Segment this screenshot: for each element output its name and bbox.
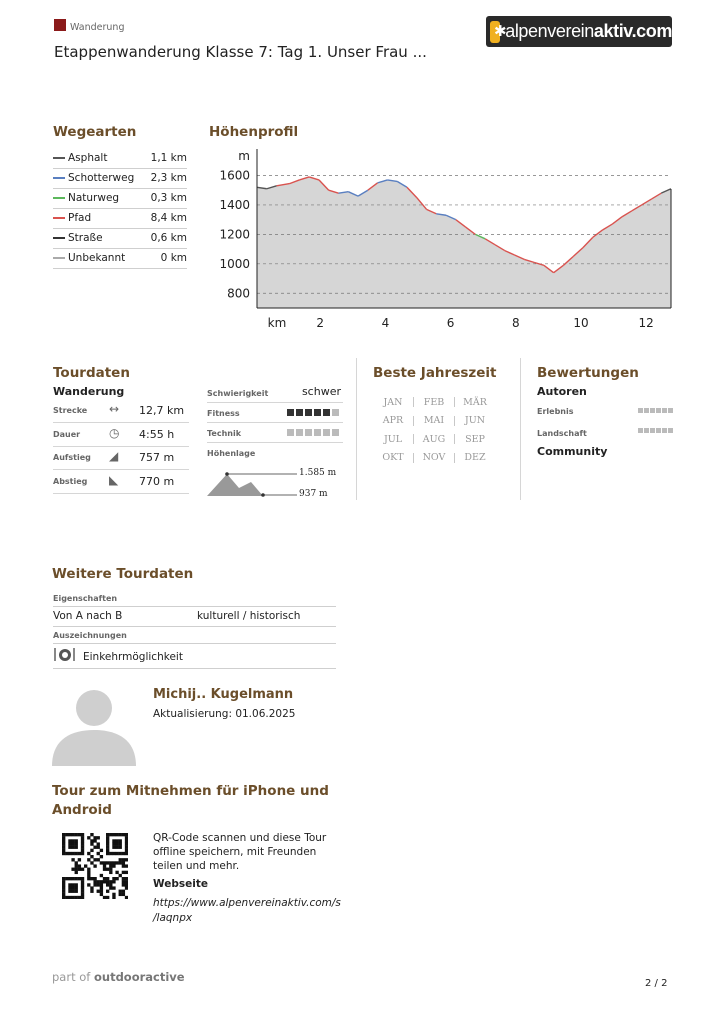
category-label: Wanderung (70, 22, 125, 33)
month-item: SEP (465, 433, 485, 445)
tour-type: Wanderung (53, 385, 125, 398)
difficulty-label: Schwierigkeit (207, 389, 269, 398)
wegeart-row (53, 169, 187, 189)
wegeart-name: Schotterweg (68, 172, 135, 184)
x-tick-label: 10 (573, 316, 589, 330)
eigenschaften-label: Eigenschaften (53, 594, 118, 603)
color-swatch (53, 237, 65, 239)
rating-dot (296, 429, 303, 436)
divider (53, 668, 336, 669)
y-tick-label: 1000 (219, 256, 250, 271)
tourdaten-value: 4:55 h (139, 427, 175, 441)
community-label: Community (537, 445, 608, 458)
month-row (373, 449, 513, 468)
edelweiss-icon (490, 21, 500, 43)
rating-dot (332, 429, 339, 436)
tourdaten-icon: ◷ (109, 425, 120, 440)
y-tick-label: 1200 (219, 227, 250, 242)
tourdaten-value: 757 m (139, 451, 175, 464)
page-title: Etappenwanderung Klasse 7: Tag 1. Unser Frau ... (54, 43, 427, 61)
elevation-area (257, 177, 671, 308)
rating-dot (287, 409, 294, 416)
tourdaten-icon: ◣ (109, 472, 119, 487)
autoren-label: Autoren (537, 385, 587, 398)
tourdaten-title: Tourdaten (53, 365, 130, 381)
wegeart-value: 1,1 km (150, 152, 187, 164)
wegeart-row (53, 249, 187, 269)
tourdaten-value: 12,7 km (139, 404, 185, 417)
erlebnis-label: Erlebnis (537, 407, 574, 416)
month-item: MAI (423, 415, 445, 427)
website-url[interactable]: https://www.alpenvereinaktiv.com/s (153, 897, 341, 909)
x-tick-label: 2 (316, 316, 325, 330)
tourdaten-row (53, 447, 189, 470)
tourdaten-row (53, 471, 189, 494)
mobile-title: Tour zum Mitnehmen für iPhone und (52, 783, 329, 799)
month-item: FEB (423, 396, 445, 408)
month-item: MÄR (463, 396, 487, 408)
wegearten-title: Wegearten (53, 124, 137, 140)
rating-dot (287, 429, 294, 436)
wegeart-name: Straße (68, 232, 103, 244)
tourdaten-row (53, 424, 189, 447)
wegeart-value: 2,3 km (150, 172, 187, 184)
wegeart-value: 8,4 km (150, 212, 187, 224)
rating-dot (314, 409, 321, 416)
mobile-text (153, 831, 326, 873)
wegeart-value: 0 km (160, 252, 187, 264)
wegeart-name: Naturweg (68, 192, 120, 204)
color-swatch (53, 197, 65, 199)
color-swatch (53, 157, 65, 159)
wegeart-value: 0,3 km (150, 192, 187, 204)
eigenschaft-item: Von A nach B (53, 610, 123, 622)
x-tick-label: 4 (381, 316, 390, 330)
fitness-row (207, 403, 343, 423)
divider (53, 606, 336, 607)
website-url[interactable]: /laqnpx (153, 912, 193, 924)
wegeart-name: Pfad (68, 212, 92, 224)
y-tick-label: 800 (227, 286, 250, 301)
month-item: AUG (422, 433, 446, 445)
wegeart-row (53, 189, 187, 209)
logo-text: alpenvereinaktiv.com (505, 21, 672, 41)
brand-name[interactable]: outdooractive (93, 970, 185, 984)
technik-label: Technik (207, 429, 242, 438)
y-axis-label: m (238, 149, 250, 163)
y-tick-label: 1600 (219, 168, 250, 183)
x-tick-label: 12 (638, 316, 654, 330)
month-item: DEZ (464, 452, 486, 464)
category-icon (54, 19, 66, 31)
x-tick-label: 6 (446, 316, 455, 330)
wegeart-value: 0,6 km (150, 232, 187, 244)
tourdaten-label: Strecke (53, 406, 88, 415)
part-of-label: part of (52, 970, 91, 984)
divider (356, 358, 357, 500)
month-row (373, 430, 513, 449)
erlebnis-rating (638, 408, 673, 413)
rating-dot (305, 409, 312, 416)
rating-dot (323, 409, 330, 416)
month-item: APR (382, 415, 404, 427)
bewertungen-title: Bewertungen (537, 365, 639, 381)
wegeart-row (53, 149, 187, 169)
color-swatch (53, 217, 65, 219)
fitness-label: Fitness (207, 409, 240, 418)
difficulty-row (207, 383, 343, 403)
color-swatch (53, 257, 65, 259)
divider (53, 643, 336, 644)
footer-brand[interactable] (52, 970, 185, 984)
eigenschaft-item: kulturell / historisch (197, 610, 301, 622)
tourdaten-label: Abstieg (53, 476, 88, 486)
month-row (373, 393, 513, 412)
qr-code[interactable] (62, 833, 128, 899)
min-height: 937 m (299, 489, 328, 499)
max-height: 1.585 m (299, 468, 337, 478)
month-item: NOV (422, 452, 446, 464)
mobile-text-line: teilen und mehr. (153, 860, 240, 872)
website-label: Webseite (153, 878, 208, 890)
auszeichnung-item: Einkehrmöglichkeit (83, 651, 183, 663)
month-row (373, 412, 513, 431)
author-updated: Aktualisierung: 01.06.2025 (153, 708, 296, 720)
wegeart-row (53, 209, 187, 229)
weitere-title: Weitere Tourdaten (52, 566, 194, 582)
rating-dot (314, 429, 321, 436)
y-tick-label: 1400 (219, 197, 250, 212)
technik-row (207, 423, 343, 443)
einkehr-icon (53, 647, 75, 663)
tourdaten-row (53, 400, 189, 423)
hoehenprofil-title: Höhenprofil (209, 124, 299, 140)
landschaft-label: Landschaft (537, 429, 587, 438)
wegeart-row (53, 229, 187, 249)
tourdaten-label: Dauer (53, 429, 81, 439)
technik-rating (287, 429, 339, 436)
wegeart-name: Asphalt (68, 152, 108, 164)
month-item: JAN (383, 396, 403, 408)
website-link[interactable] (153, 896, 341, 926)
tourdaten-label: Aufstieg (53, 453, 91, 462)
month-item: JUL (383, 433, 403, 445)
divider (520, 358, 521, 500)
wegeart-name: Unbekannt (68, 252, 126, 264)
rating-dot (332, 409, 339, 416)
month-item: OKT (382, 452, 404, 464)
brand-logo[interactable] (486, 16, 672, 47)
x-axis-label: km (267, 316, 287, 330)
tourdaten-icon: ↔ (109, 402, 120, 416)
auszeichnungen-label: Auszeichnungen (53, 631, 127, 640)
month-grid (373, 393, 513, 467)
x-tick-label: 8 (511, 316, 520, 330)
jahreszeit-title: Beste Jahreszeit (373, 365, 497, 381)
author-name[interactable]: Michij.. Kugelmann (153, 687, 294, 702)
mobile-text-line: offline speichern, mit Freunden (153, 846, 317, 858)
fitness-rating (287, 409, 339, 416)
elevation-chart (200, 145, 680, 335)
landschaft-rating (638, 428, 673, 433)
mobile-title-2: Android (52, 802, 112, 818)
color-swatch (53, 177, 65, 179)
mobile-text-line: QR-Code scannen und diese Tour (153, 832, 327, 844)
page-number: 2 / 2 (645, 978, 668, 989)
tourdaten-icon: ◢ (109, 449, 119, 463)
month-item: JUN (464, 415, 486, 427)
avatar (52, 684, 136, 766)
rating-dot (323, 429, 330, 436)
hoehenlage-label: Höhenlage (207, 449, 256, 458)
rating-dot (305, 429, 312, 436)
difficulty-value: schwer (301, 385, 341, 398)
tourdaten-value: 770 m (139, 474, 175, 488)
rating-dot (296, 409, 303, 416)
divider (53, 626, 336, 627)
